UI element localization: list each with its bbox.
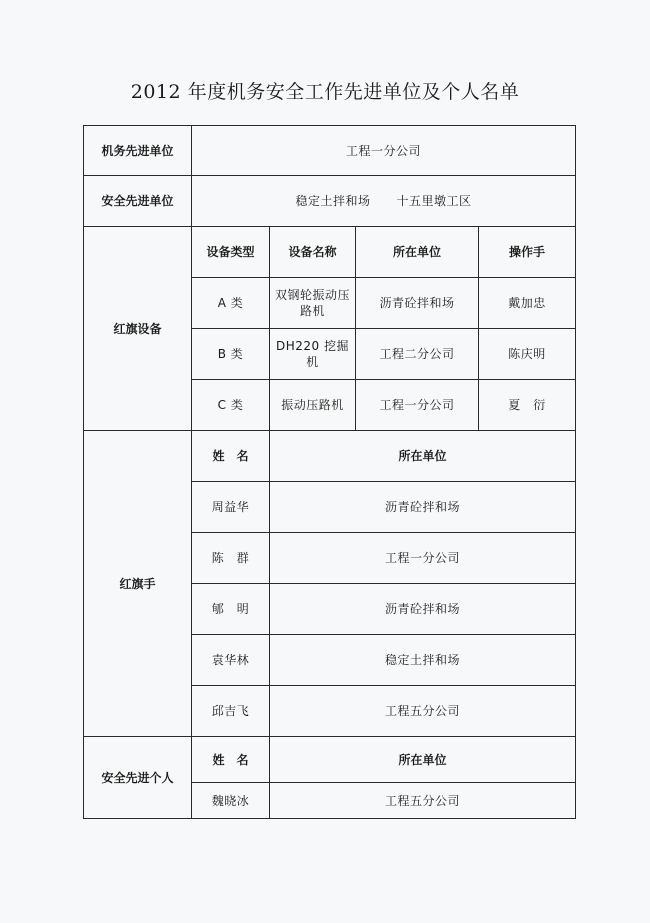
- safety-unit-row: [84, 176, 576, 227]
- operator-unit: 工程五分公司: [270, 686, 576, 737]
- safety-unit-value-2: 十五里墩工区: [396, 194, 472, 208]
- advanced-unit-label: 机务先进单位: [84, 126, 192, 176]
- equipment-name: 双钢轮振动压路机: [270, 278, 356, 329]
- equipment-name: DH220 挖掘机: [270, 329, 356, 380]
- equipment-type: C 类: [192, 380, 270, 431]
- operator-name: 邱吉飞: [192, 686, 270, 737]
- equipment-name: 振动压路机: [270, 380, 356, 431]
- red-flag-operator-label: 红旗手: [84, 431, 192, 737]
- safety-individual-header-row: [84, 737, 576, 783]
- operator-name-header: 姓 名: [192, 431, 270, 482]
- equipment-operator: 陈庆明: [479, 329, 576, 380]
- advanced-unit-value: 工程一分公司: [192, 126, 576, 176]
- safety-individual-name: 魏晓冰: [192, 783, 270, 819]
- operator-unit: 工程一分公司: [270, 533, 576, 584]
- equipment-type: A 类: [192, 278, 270, 329]
- operator-name: 袁华林: [192, 635, 270, 686]
- safety-individual-label: 安全先进个人: [84, 737, 192, 819]
- operator-unit-header: 所在单位: [270, 431, 576, 482]
- safety-unit-value-1: 稳定土拌和场: [295, 194, 371, 208]
- operator-name: 郇 明: [192, 584, 270, 635]
- safety-individual-unit-header: 所在单位: [270, 737, 576, 783]
- award-table: [83, 125, 576, 819]
- advanced-unit-row: [84, 126, 576, 176]
- red-flag-equipment-label: 红旗设备: [84, 227, 192, 431]
- page-title: 2012 年度机务安全工作先进单位及个人名单: [130, 81, 520, 103]
- safety-unit-label: 安全先进单位: [84, 176, 192, 227]
- equipment-name-header: 设备名称: [270, 227, 356, 278]
- equipment-unit-header: 所在单位: [356, 227, 479, 278]
- operator-unit: 沥青砼拌和场: [270, 584, 576, 635]
- equipment-type: B 类: [192, 329, 270, 380]
- operator-unit: 稳定土拌和场: [270, 635, 576, 686]
- equipment-unit: 工程一分公司: [356, 380, 479, 431]
- operator-unit: 沥青砼拌和场: [270, 482, 576, 533]
- equipment-type-header: 设备类型: [192, 227, 270, 278]
- equipment-operator-header: 操作手: [479, 227, 576, 278]
- equipment-operator: 夏 衍: [479, 380, 576, 431]
- equipment-unit: 工程二分公司: [356, 329, 479, 380]
- safety-individual-unit: 工程五分公司: [270, 783, 576, 819]
- operator-header-row: [84, 431, 576, 482]
- equipment-operator: 戴加忠: [479, 278, 576, 329]
- equipment-unit: 沥青砼拌和场: [356, 278, 479, 329]
- operator-name: 周益华: [192, 482, 270, 533]
- equipment-header-row: [84, 227, 576, 278]
- safety-unit-values: [192, 176, 576, 227]
- safety-individual-name-header: 姓 名: [192, 737, 270, 783]
- operator-name: 陈 群: [192, 533, 270, 584]
